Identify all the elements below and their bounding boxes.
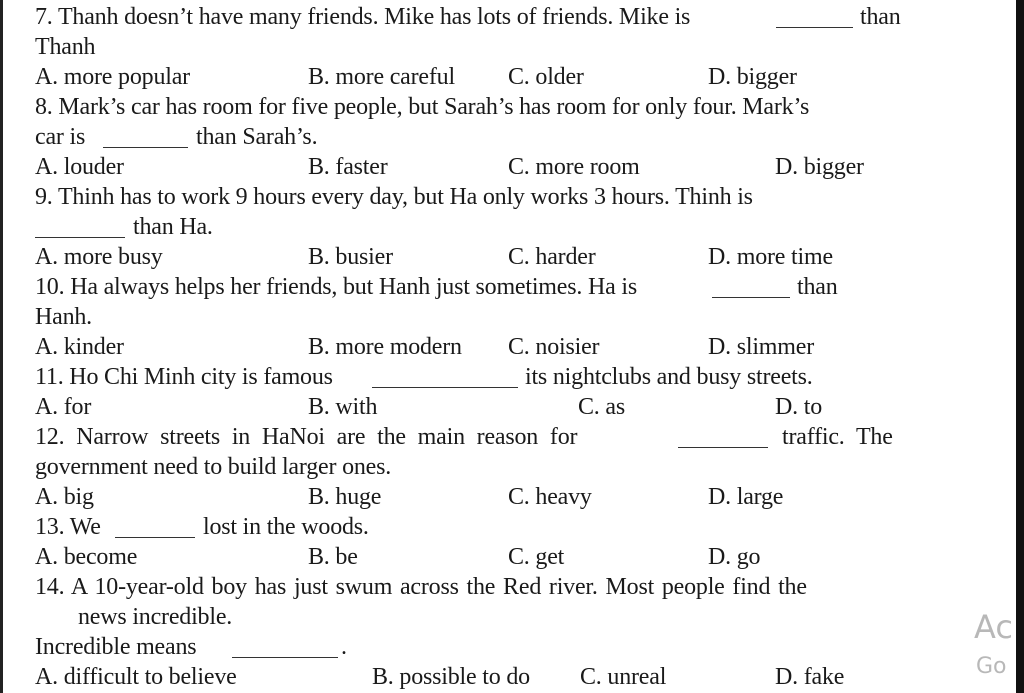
answer-blank [372, 387, 518, 388]
question-text: Thanh [35, 34, 96, 60]
question-text: than Ha. [133, 214, 213, 240]
option-c: C. harder [508, 244, 596, 270]
option-b: B. busier [308, 244, 393, 270]
option-d: D. slimmer [708, 334, 814, 360]
option-c: C. as [578, 394, 626, 420]
option-d: D. bigger [708, 64, 797, 90]
question-stem: 8. Mark’s car has room for five people, but Sarah’s has room for only four. Mark’s [35, 94, 810, 120]
question-stem: 12. Narrow streets in HaNoi are the main reason for [35, 424, 578, 450]
option-b: B. huge [308, 484, 382, 510]
option-c: C. more room [508, 154, 640, 180]
option-a: A. difficult to believe [35, 664, 237, 690]
answer-blank [35, 237, 125, 238]
option-d: D. fake [775, 664, 845, 690]
right-border [1016, 0, 1024, 693]
answer-blank [712, 297, 790, 298]
activation-watermark-line1: Ac [974, 608, 1013, 646]
option-b: B. be [308, 544, 358, 570]
option-b: B. possible to do [372, 664, 530, 690]
activation-watermark-line2: Go [976, 654, 1007, 679]
question-text: . [341, 634, 347, 660]
option-a: A. more busy [35, 244, 163, 270]
option-a: A. big [35, 484, 94, 510]
option-b: B. more modern [308, 334, 462, 360]
question-stem: 14. A 10-year-old boy has just swum across the Red river. Most people find the [35, 574, 807, 600]
question-text: government need to build larger ones. [35, 454, 392, 480]
option-d: D. more time [708, 244, 833, 270]
question-text: Hanh. [35, 304, 92, 330]
option-a: A. louder [35, 154, 124, 180]
option-c: C. noisier [508, 334, 600, 360]
option-a: A. kinder [35, 334, 124, 360]
question-stem: 9. Thinh has to work 9 hours every day, but Ha only works 3 hours. Thinh is [35, 184, 753, 210]
answer-blank [103, 147, 188, 148]
question-stem: 7. Thanh doesn’t have many friends. Mike has lots of friends. Mike is [35, 4, 691, 30]
question-stem: 13. We [35, 514, 101, 540]
question-text: car is [35, 124, 86, 150]
question-text: than Sarah’s. [196, 124, 318, 150]
option-d: D. go [708, 544, 761, 570]
answer-blank [115, 537, 195, 538]
question-text: its nightclubs and busy streets. [525, 364, 813, 390]
option-c: C. unreal [580, 664, 667, 690]
option-c: C. get [508, 544, 565, 570]
answer-blank [232, 657, 338, 658]
question-text: traffic. The [782, 424, 893, 450]
question-prompt: Incredible means [35, 634, 197, 660]
question-text: than [860, 4, 901, 30]
option-a: A. for [35, 394, 92, 420]
option-b: B. more careful [308, 64, 455, 90]
question-stem: 11. Ho Chi Minh city is famous [35, 364, 333, 390]
option-a: A. become [35, 544, 138, 570]
option-b: B. faster [308, 154, 388, 180]
option-b: B. with [308, 394, 378, 420]
question-text: than [797, 274, 838, 300]
question-stem: 10. Ha always helps her friends, but Hanh just sometimes. Ha is [35, 274, 637, 300]
answer-blank [776, 27, 853, 28]
option-d: D. bigger [775, 154, 864, 180]
option-c: C. heavy [508, 484, 592, 510]
option-c: C. older [508, 64, 584, 90]
question-text: news incredible. [78, 604, 233, 630]
option-d: D. large [708, 484, 784, 510]
answer-blank [678, 447, 768, 448]
option-d: D. to [775, 394, 823, 420]
option-a: A. more popular [35, 64, 190, 90]
left-border [0, 0, 3, 693]
question-text: lost in the woods. [203, 514, 369, 540]
